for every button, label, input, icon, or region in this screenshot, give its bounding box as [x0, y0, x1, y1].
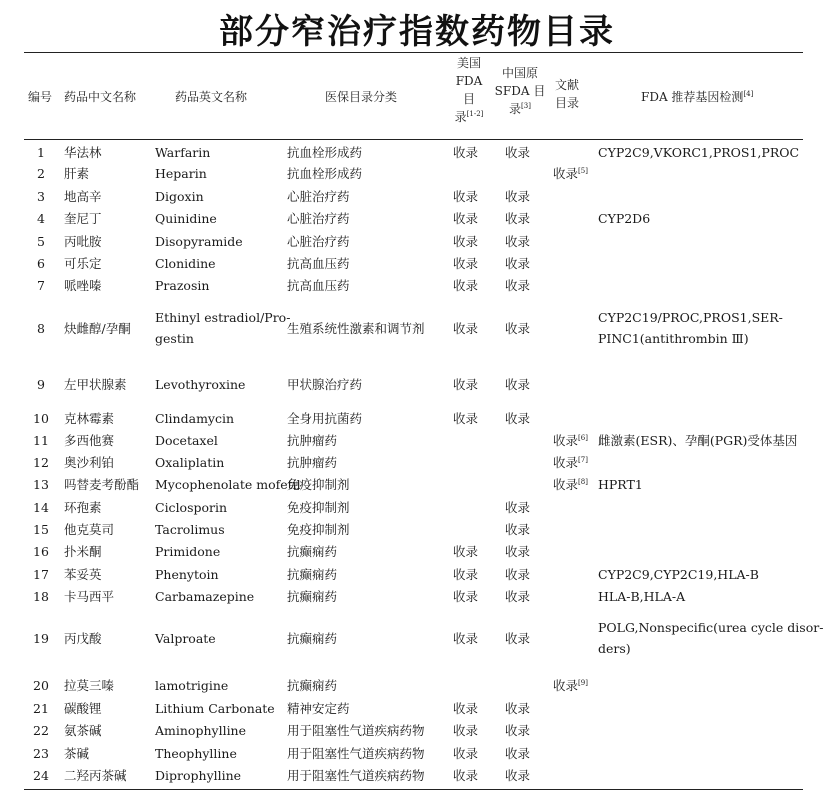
row-cn-name: 奥沙利铂 — [64, 455, 115, 470]
row-category: 抗肿瘤药 — [287, 455, 338, 470]
row-fda: 收录 — [453, 631, 479, 646]
row-category: 抗高血压药 — [287, 278, 350, 293]
row-category: 全身用抗菌药 — [287, 411, 363, 426]
header-rule — [24, 139, 803, 140]
row-fda: 收录 — [453, 145, 479, 160]
row-en-name: Heparin — [155, 166, 207, 181]
row-lit: 收录[6] — [553, 433, 588, 448]
row-cn-name: 二羟丙茶碱 — [64, 768, 127, 783]
row-category: 抗肿瘤药 — [287, 433, 338, 448]
row-cn-name: 地高辛 — [64, 189, 102, 204]
row-en-name: Mycophenolate mofetil — [155, 477, 301, 492]
row-cn-name: 扑米酮 — [64, 544, 102, 559]
row-num: 6 — [37, 256, 45, 271]
row-sfda: 收录 — [505, 589, 531, 604]
row-category: 抗癫痫药 — [287, 567, 338, 582]
row-gene: HLA-B,HLA-A — [598, 589, 686, 604]
row-num: 13 — [33, 477, 49, 492]
row-num: 9 — [37, 377, 45, 392]
row-fda: 收录 — [453, 768, 479, 783]
row-num: 18 — [33, 589, 49, 604]
row-cn-name: 卡马西平 — [64, 589, 115, 604]
row-num: 11 — [33, 433, 49, 448]
row-category: 抗血栓形成药 — [287, 145, 363, 160]
row-cn-name: 丙戊酸 — [64, 631, 102, 646]
row-en-name: Warfarin — [155, 145, 211, 160]
row-cn-name: 哌唑嗪 — [64, 278, 102, 293]
header-en-name: 药品英文名称 — [175, 90, 248, 104]
row-num: 15 — [33, 522, 49, 537]
header-category: 医保目录分类 — [325, 90, 398, 104]
row-fda: 收录 — [453, 411, 479, 426]
row-category: 抗癫痫药 — [287, 631, 338, 646]
row-sfda: 收录 — [505, 500, 531, 515]
row-num: 14 — [33, 500, 49, 515]
row-cn-name: 环孢素 — [64, 500, 102, 515]
row-category: 抗血栓形成药 — [287, 166, 363, 181]
row-cn-name: 丙吡胺 — [64, 234, 102, 249]
row-sfda: 收录 — [505, 189, 531, 204]
row-sfda: 收录 — [505, 377, 531, 392]
page-title: 部分窄治疗指数药物目录 — [219, 12, 615, 52]
row-num: 16 — [33, 544, 49, 559]
row-sfda: 收录 — [505, 701, 531, 716]
row-en-name: Disopyramide — [155, 234, 243, 249]
row-fda: 收录 — [453, 589, 479, 604]
row-en-name: Carbamazepine — [155, 589, 255, 604]
row-num: 24 — [33, 768, 49, 783]
row-lit-ref: [5] — [578, 166, 588, 175]
row-sfda: 收录 — [505, 145, 531, 160]
row-en-name: lamotrigine — [155, 678, 229, 693]
row-num: 12 — [33, 455, 49, 470]
row-en-name: Ethinyl estradiol/Pro- — [155, 310, 291, 325]
row-fda: 收录 — [453, 321, 479, 336]
row-num: 2 — [37, 166, 45, 181]
row-category: 抗高血压药 — [287, 256, 350, 271]
row-fda: 收录 — [453, 211, 479, 226]
header-sfda: 中国原 SFDA 目 录[3] — [494, 66, 546, 116]
row-en-name: Tacrolimus — [155, 522, 225, 537]
row-cn-name: 氨茶碱 — [64, 723, 102, 738]
row-gene-cont: PINC1(antithrombin Ⅲ) — [598, 331, 749, 346]
row-en-name: Diprophylline — [155, 768, 242, 783]
row-en-name: Digoxin — [155, 189, 204, 204]
row-en-name: Oxaliplatin — [155, 455, 225, 470]
row-fda: 收录 — [453, 746, 479, 761]
row-fda: 收录 — [453, 567, 479, 582]
row-lit-ref: [8] — [578, 477, 588, 486]
row-num: 7 — [37, 278, 45, 293]
row-en-name: Clonidine — [155, 256, 216, 271]
row-cn-name: 克林霉素 — [64, 411, 115, 426]
row-lit: 收录[9] — [553, 678, 588, 693]
row-cn-name: 吗替麦考酚酯 — [64, 477, 140, 492]
row-category: 抗癫痫药 — [287, 678, 338, 693]
row-en-name: Primidone — [155, 544, 221, 559]
row-fda: 收录 — [453, 189, 479, 204]
top-rule — [24, 52, 803, 53]
row-en-name: Levothyroxine — [155, 377, 246, 392]
row-en-name: Theophylline — [155, 746, 237, 761]
row-num: 22 — [33, 723, 49, 738]
row-en-name: Ciclosporin — [155, 500, 228, 515]
row-sfda: 收录 — [505, 234, 531, 249]
row-sfda: 收录 — [505, 278, 531, 293]
row-category: 甲状腺治疗药 — [287, 377, 363, 392]
row-gene: HPRT1 — [598, 477, 643, 492]
row-sfda: 收录 — [505, 321, 531, 336]
row-sfda: 收录 — [505, 746, 531, 761]
row-category: 免疫抑制剂 — [287, 522, 350, 537]
row-cn-name: 炔雌醇/孕酮 — [64, 321, 131, 336]
row-fda: 收录 — [453, 701, 479, 716]
row-cn-name: 碳酸锂 — [64, 701, 102, 716]
row-sfda: 收录 — [505, 522, 531, 537]
row-gene: CYP2C9,VKORC1,PROS1,PROC — [598, 145, 800, 160]
row-lit: 收录[8] — [553, 477, 588, 492]
row-sfda: 收录 — [505, 544, 531, 559]
row-category: 抗癫痫药 — [287, 544, 338, 559]
row-category: 心脏治疗药 — [287, 211, 350, 226]
row-category: 免疫抑制剂 — [287, 477, 350, 492]
row-fda: 收录 — [453, 278, 479, 293]
row-sfda: 收录 — [505, 567, 531, 582]
row-category: 抗癫痫药 — [287, 589, 338, 604]
row-num: 19 — [33, 631, 49, 646]
row-num: 23 — [33, 746, 49, 761]
row-num: 20 — [33, 678, 49, 693]
row-num: 3 — [37, 189, 45, 204]
row-lit: 收录[7] — [553, 455, 588, 470]
row-lit: 收录[5] — [553, 166, 588, 181]
row-en-name: Quinidine — [155, 211, 217, 226]
row-cn-name: 华法林 — [64, 145, 102, 160]
row-category: 用于阻塞性气道疾病药物 — [287, 723, 425, 738]
row-en-name: Prazosin — [155, 278, 210, 293]
row-num: 8 — [37, 321, 45, 336]
header-gene: FDA 推荐基因检测[4] — [641, 90, 754, 104]
row-sfda: 收录 — [505, 411, 531, 426]
row-fda: 收录 — [453, 544, 479, 559]
row-cn-name: 多西他赛 — [64, 433, 115, 448]
row-fda: 收录 — [453, 723, 479, 738]
row-cn-name: 茶碱 — [64, 746, 90, 761]
row-category: 心脏治疗药 — [287, 189, 350, 204]
row-lit-ref: [6] — [578, 433, 588, 442]
header-cn-name: 药品中文名称 — [64, 90, 137, 104]
row-sfda: 收录 — [505, 723, 531, 738]
row-fda: 收录 — [453, 234, 479, 249]
row-sfda: 收录 — [505, 631, 531, 646]
row-en-name: Phenytoin — [155, 567, 219, 582]
header-lit: 文献 目录 — [555, 78, 580, 110]
row-cn-name: 左甲状腺素 — [64, 377, 127, 392]
row-en-name: Clindamycin — [155, 411, 235, 426]
row-sfda: 收录 — [505, 768, 531, 783]
row-en-name: Aminophylline — [155, 723, 247, 738]
row-cn-name: 奎尼丁 — [64, 211, 102, 226]
row-num: 4 — [37, 211, 45, 226]
row-num: 1 — [37, 145, 45, 160]
row-gene-cont: ders) — [598, 641, 631, 656]
row-sfda: 收录 — [505, 256, 531, 271]
row-gene: CYP2D6 — [598, 211, 651, 226]
row-num: 10 — [33, 411, 49, 426]
row-cn-name: 他克莫司 — [64, 522, 115, 537]
row-lit-ref: [9] — [578, 678, 588, 687]
row-category: 心脏治疗药 — [287, 234, 350, 249]
row-gene: 雌激素(ESR)、孕酮(PGR)受体基因 — [598, 433, 798, 448]
row-category: 用于阻塞性气道疾病药物 — [287, 746, 425, 761]
row-num: 21 — [33, 701, 49, 716]
row-cn-name: 苯妥英 — [64, 567, 102, 582]
row-cn-name: 可乐定 — [64, 256, 102, 271]
bottom-rule — [24, 789, 803, 790]
row-sfda: 收录 — [505, 211, 531, 226]
row-category: 免疫抑制剂 — [287, 500, 350, 515]
row-num: 5 — [37, 234, 45, 249]
header-num: 编号 — [28, 90, 53, 104]
row-en-name: Docetaxel — [155, 433, 218, 448]
row-en-name-cont: gestin — [155, 331, 194, 346]
row-category: 生殖系统性激素和调节剂 — [287, 321, 425, 336]
row-fda: 收录 — [453, 377, 479, 392]
row-category: 用于阻塞性气道疾病药物 — [287, 768, 425, 783]
row-num: 17 — [33, 567, 49, 582]
header-fda: 美国 FDA 目 录[1-2] — [454, 56, 484, 124]
row-lit-ref: [7] — [578, 455, 588, 464]
row-fda: 收录 — [453, 256, 479, 271]
row-gene: CYP2C9,CYP2C19,HLA-B — [598, 567, 759, 582]
row-en-name: Valproate — [155, 631, 216, 646]
row-category: 精神安定药 — [287, 701, 350, 716]
row-gene: POLG,Nonspecific(urea cycle disor- — [598, 620, 824, 635]
row-cn-name: 拉莫三嗪 — [64, 678, 115, 693]
row-gene: CYP2C19/PROC,PROS1,SER- — [598, 310, 783, 325]
row-en-name: Lithium Carbonate — [155, 701, 275, 716]
row-cn-name: 肝素 — [64, 166, 90, 181]
